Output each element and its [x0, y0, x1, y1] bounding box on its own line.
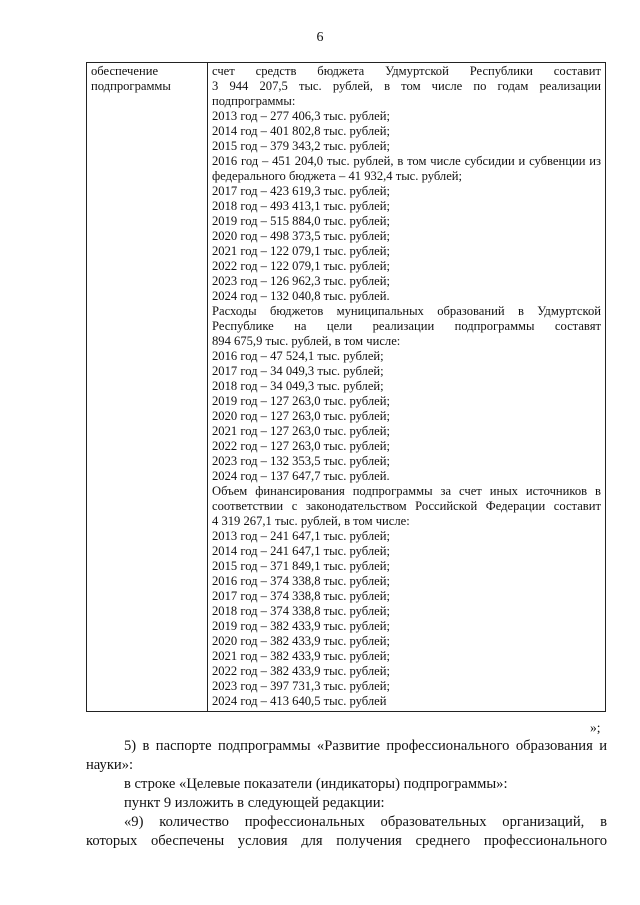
page-number: 6	[316, 30, 324, 45]
paragraph: в строке «Целевые показатели (индикаторы) подпрограммы»:	[124, 776, 508, 792]
text-line: 3 944 207,5 тыс. рублей, в том числе по годам реализации	[212, 79, 601, 93]
right-content-cell	[208, 63, 606, 712]
year-line: 2020 год – 498 373,5 тыс. рублей;	[212, 229, 390, 243]
year-line: 2020 год – 382 433,9 тыс. рублей;	[212, 634, 390, 648]
text-line: счет средств бюджета Удмуртской Республики составит	[212, 64, 601, 78]
year-line: 2013 год – 277 406,3 тыс. рублей;	[212, 109, 390, 123]
year-line: 2022 год – 127 263,0 тыс. рублей;	[212, 439, 390, 453]
paragraph-line: которых обеспечены условия для получения среднего профессионального	[86, 833, 607, 849]
text-line: Объем финансирования подпрограммы за счет иных источников в	[212, 484, 601, 498]
year-line: 2018 год – 374 338,8 тыс. рублей;	[212, 604, 390, 618]
year-line: 2016 год – 374 338,8 тыс. рублей;	[212, 574, 390, 588]
year-line: 2017 год – 34 049,3 тыс. рублей;	[212, 364, 384, 378]
text-line: 894 675,9 тыс. рублей, в том числе:	[212, 334, 401, 348]
text-line: 4 319 267,1 тыс. рублей, в том числе:	[212, 514, 410, 528]
year-line: 2018 год – 493 413,1 тыс. рублей;	[212, 199, 390, 213]
year-line: 2023 год – 397 731,3 тыс. рублей;	[212, 679, 390, 693]
amendment-text	[86, 737, 607, 851]
left-label-line: подпрограммы	[91, 79, 171, 93]
year-line: 2014 год – 241 647,1 тыс. рублей;	[212, 544, 390, 558]
year-line: 2019 год – 515 884,0 тыс. рублей;	[212, 214, 390, 228]
year-line: 2017 год – 374 338,8 тыс. рублей;	[212, 589, 390, 603]
year-line: 2015 год – 379 343,2 тыс. рублей;	[212, 139, 390, 153]
text-line: федерального бюджета – 41 932,4 тыс. рублей;	[212, 169, 463, 183]
year-line: 2021 год – 382 433,9 тыс. рублей;	[212, 649, 390, 663]
year-line: 2023 год – 126 962,3 тыс. рублей;	[212, 274, 390, 288]
year-line: 2020 год – 127 263,0 тыс. рублей;	[212, 409, 390, 423]
text-line: соответствии с законодательством Российской Федерации составит	[212, 499, 601, 513]
left-label-line: обеспечение	[91, 64, 159, 78]
year-line: 2017 год – 423 619,3 тыс. рублей;	[212, 184, 390, 198]
year-line: 2018 год – 34 049,3 тыс. рублей;	[212, 379, 384, 393]
table-row	[87, 63, 606, 712]
year-line: 2014 год – 401 802,8 тыс. рублей;	[212, 124, 390, 138]
passport-table	[86, 62, 606, 712]
text-line: Расходы бюджетов муниципальных образований в Удмуртской	[212, 304, 601, 318]
year-line: 2024 год – 137 647,7 тыс. рублей.	[212, 469, 390, 483]
left-label-cell	[87, 63, 208, 712]
year-line: 2015 год – 371 849,1 тыс. рублей;	[212, 559, 390, 573]
year-line: 2016 год – 451 204,0 тыс. рублей, в том числе субсидии и субвенции из	[212, 154, 601, 168]
year-line: 2023 год – 132 353,5 тыс. рублей;	[212, 454, 390, 468]
year-line: 2021 год – 127 263,0 тыс. рублей;	[212, 424, 390, 438]
text-line: подпрограммы:	[212, 94, 296, 108]
year-line: 2022 год – 122 079,1 тыс. рублей;	[212, 259, 390, 273]
year-line: 2019 год – 382 433,9 тыс. рублей;	[212, 619, 390, 633]
paragraph-line: «9) количество профессиональных образовательных организаций, в	[124, 814, 607, 830]
year-line: 2013 год – 241 647,1 тыс. рублей;	[212, 529, 390, 543]
year-line: 2022 год – 382 433,9 тыс. рублей;	[212, 664, 390, 678]
paragraph: 5) в паспорте подпрограммы «Развитие профессионального образования и науки»:	[86, 738, 607, 773]
paragraph: пункт 9 изложить в следующей редакции:	[124, 795, 385, 811]
year-line: 2024 год – 132 040,8 тыс. рублей.	[212, 289, 390, 303]
year-line: 2016 год – 47 524,1 тыс. рублей;	[212, 349, 384, 363]
year-line: 2019 год – 127 263,0 тыс. рублей;	[212, 394, 390, 408]
year-line: 2021 год – 122 079,1 тыс. рублей;	[212, 244, 390, 258]
closing-quote-mark: »;	[590, 720, 601, 735]
text-line: Республике на цели реализации подпрограммы составят	[212, 319, 601, 333]
year-line: 2024 год – 413 640,5 тыс. рублей	[212, 694, 387, 708]
